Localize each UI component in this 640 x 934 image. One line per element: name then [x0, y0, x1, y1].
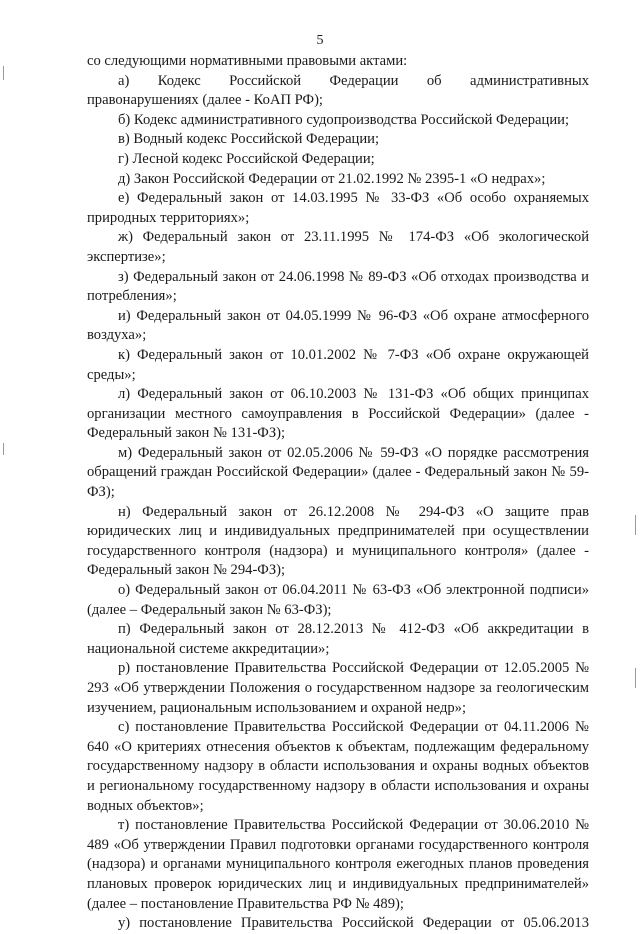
document-paragraph: т) постановление Правительства Российской Федерации от 30.06.2010 № 489 «Об утверждении Правил подготовки органами государственного контроля (надзора) и органами муниципального контроля ежегодных планов проведения плановых проверок юридических лиц и индивидуальных предпринимателей» (далее – постановление Правительства РФ № 489); [87, 817, 589, 912]
document-paragraph: ж) Федеральный закон от 23.11.1995 № 174-ФЗ «Об экологической экспертизе»; [87, 229, 589, 265]
document-paragraph: у) постановление Правительства Российской Федерации от 05.06.2013 [118, 915, 589, 932]
document-paragraph: р) постановление Правительства Российской Федерации от 12.05.2005 № 293 «Об утверждении Положения о государственном надзоре за геологическим изучением, рациональным использованием и охраной недр»; [87, 660, 589, 716]
document-paragraph: г) Лесной кодекс Российской Федерации; [118, 150, 375, 167]
document-paragraph: правонарушениях (далее - КоАП РФ); [87, 92, 323, 109]
page-number: 5 [316, 33, 324, 48]
document-paragraph: а) Кодекс Российской Федерации об административных [118, 72, 589, 89]
scan-mark [635, 515, 636, 535]
scan-mark [3, 66, 4, 80]
document-paragraph: е) Федеральный закон от 14.03.1995 № 33-ФЗ «Об особо охраняемых природных территориях»; [87, 190, 589, 226]
document-paragraph: м) Федеральный закон от 02.05.2006 № 59-ФЗ «О порядке рассмотрения обращений граждан Российской Федерации» (далее - Федеральный закон № 59-ФЗ); [87, 444, 589, 501]
scan-mark [635, 668, 636, 688]
document-paragraph: к) Федеральный закон от 10.01.2002 № 7-ФЗ «Об охране окружающей среды»; [87, 346, 589, 383]
document-paragraph: со следующими нормативными правовыми актами: [87, 53, 408, 69]
document-paragraph: б) Кодекс административного судопроизводства Российской Федерации; [118, 111, 570, 128]
document-paragraph: о) Федеральный закон от 06.04.2011 № 63-ФЗ «Об электронной подписи» (далее – Федеральный закон № 63-ФЗ); [87, 582, 589, 618]
document-paragraph: в) Водный кодекс Российской Федерации; [118, 131, 380, 148]
document-paragraph: з) Федеральный закон от 24.06.1998 № 89-ФЗ «Об отходах производства и потребления»; [87, 268, 589, 305]
scan-mark [3, 443, 4, 455]
document-paragraph: и) Федеральный закон от 04.05.1999 № 96-ФЗ «Об охране атмосферного воздуха»; [87, 307, 589, 344]
document-paragraph: д) Закон Российской Федерации от 21.02.1992 № 2395-1 «О недрах»; [118, 170, 546, 187]
document-paragraph: с) постановление Правительства Российской Федерации от 04.11.2006 № 640 «О критериях отнесения объектов к объектам, подлежащим федеральному государственному надзору в области использования и охраны водных объектов и региональному государственному надзору в области использования и охраны водных объектов»; [87, 719, 589, 814]
document-paragraph: п) Федеральный закон от 28.12.2013 № 412-ФЗ «Об аккредитации в национальной системе аккредитации»; [87, 621, 589, 657]
document-paragraph: н) Федеральный закон от 26.12.2008 № 294-ФЗ «О защите прав юридических лиц и индивидуальных предпринимателей при осуществлении государственного контроля (надзора) и муниципального контроля» (далее - Федеральный закон № 294-ФЗ); [87, 503, 589, 579]
document-body [87, 52, 589, 934]
document-paragraph: л) Федеральный закон от 06.10.2003 № 131-ФЗ «Об общих принципах организации местного самоуправления в Российской Федерации» (далее - Федеральный закон № 131-ФЗ); [87, 386, 589, 442]
